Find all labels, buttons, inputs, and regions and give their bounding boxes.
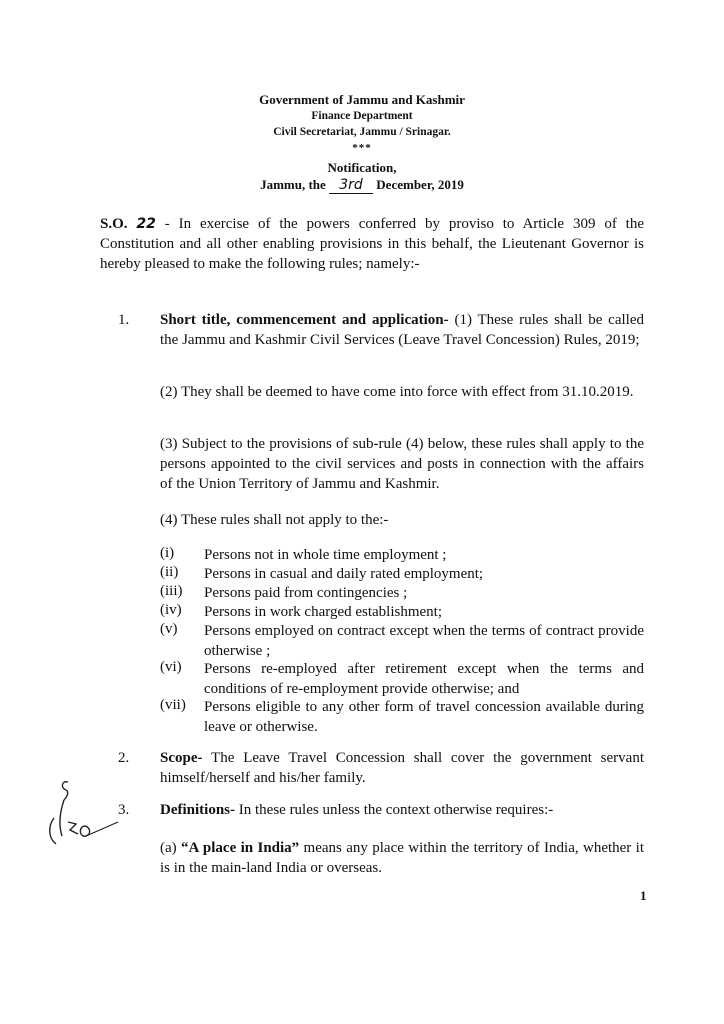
date-day-handwritten: 3rd xyxy=(329,177,373,194)
so-label: S.O. xyxy=(100,216,128,232)
so-text: - In exercise of the powers conferred by proviso to Article 309 of the Constitution and all other enabling provisions in this behalf, the Lieutenant Governor is hereby pleased to make the following rules; namely:- xyxy=(100,216,645,272)
exclusion-text: Persons employed on contract except when the terms of contract provide otherwise ; xyxy=(204,623,644,659)
definition-a-term: “A place in India” xyxy=(181,840,300,856)
rule-1-sub-1 xyxy=(160,310,644,350)
government-title: Government of Jammu and Kashmir xyxy=(259,92,465,107)
rule-1-sub-4: (4) These rules shall not apply to the:- xyxy=(160,512,389,528)
rule-3-number: 3. xyxy=(118,802,130,818)
rule-1-heading: Short title, commencement and application- xyxy=(160,312,449,328)
exclusion-num: (iii) xyxy=(160,583,183,599)
header-stars: *** xyxy=(352,142,372,154)
date-prefix: Jammu, the xyxy=(260,177,326,192)
exclusion-num: (vi) xyxy=(160,659,182,675)
exclusion-num: (vii) xyxy=(160,697,186,713)
date-suffix: December, 2019 xyxy=(376,177,464,192)
exclusion-text: Persons re-employed after retirement except when the terms and conditions of re-employment provide otherwise; and xyxy=(204,661,644,697)
handwritten-margin-mark-icon xyxy=(40,778,130,858)
definition-a-text: means any place within the territory of India, whether it is in the main-land India or overseas. xyxy=(160,840,645,876)
rule-1-sub-1-text: (1) These rules shall be called the Jammu and Kashmir Civil Services (Leave Travel Concession) Rules, 2019; xyxy=(160,312,644,348)
rule-1-number: 1. xyxy=(118,312,130,328)
definition-a-prefix: (a) xyxy=(160,840,182,856)
exclusion-text: Persons in work charged establishment; xyxy=(204,604,443,620)
rule-3-paragraph xyxy=(160,800,644,820)
rule-1-sub-2: (2) They shall be deemed to have come into force with effect from 31.10.2019. xyxy=(160,384,634,400)
exclusion-text: Persons not in whole time employment ; xyxy=(204,547,447,563)
exclusion-text: Persons eligible to any other form of travel concession available during leave or otherwise. xyxy=(204,699,644,735)
rule-2-text: The Leave Travel Concession shall cover the government servant himself/herself and his/her family. xyxy=(160,750,644,786)
exclusion-text: Persons in casual and daily rated employment; xyxy=(204,566,484,582)
so-paragraph xyxy=(100,214,644,274)
rule-1-sub-3: (3) Subject to the provisions of sub-rule (4) below, these rules shall apply to the persons appointed to the civil services and posts in connection with the affairs of the Union Territory of Jammu and Kashmir. xyxy=(160,436,644,492)
rule-2-number: 2. xyxy=(118,750,130,766)
exclusion-text: Persons paid from contingencies ; xyxy=(204,585,408,601)
exclusion-num: (iv) xyxy=(160,602,182,618)
notification-label: Notification, xyxy=(327,160,397,175)
definition-a xyxy=(160,838,644,878)
rule-3-heading: Definitions- xyxy=(160,802,235,818)
exclusion-num: (i) xyxy=(160,545,175,561)
notification-date xyxy=(0,177,724,194)
rule-2-paragraph xyxy=(160,748,644,788)
department-name: Finance Department xyxy=(311,110,413,122)
exclusion-num: (v) xyxy=(160,621,178,637)
page-number: 1 xyxy=(640,888,647,903)
exclusion-num: (ii) xyxy=(160,564,179,580)
secretariat-address: Civil Secretariat, Jammu / Srinagar. xyxy=(273,126,451,138)
so-number-handwritten: 22 xyxy=(136,216,156,232)
rule-3-text: In these rules unless the context otherwise requires:- xyxy=(235,802,554,818)
rule-2-heading: Scope- xyxy=(160,750,203,766)
